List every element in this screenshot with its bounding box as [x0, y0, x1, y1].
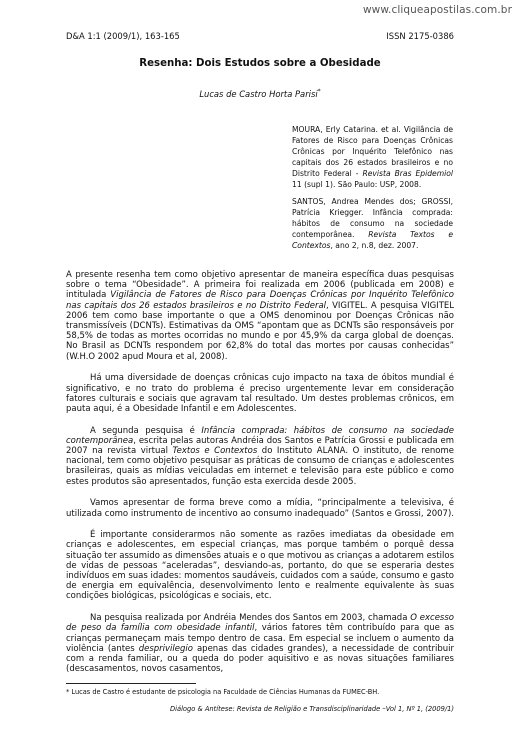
paragraph-text: , escrita pelas autoras Andréia dos Santos e Patrícia Grossi e publicada em 2007 na revista virtual — [66, 435, 454, 457]
watermark-url: www.cliqueapostilas.com.br — [362, 4, 512, 16]
footnote-divider — [66, 683, 196, 684]
paragraph-text: A segunda pesquisa é — [90, 425, 202, 436]
journal-footer: Diálogo & Antítese: Revista de Religião e Transdisciplinaridade –Vol 1, Nº 1, (2009/1) — [169, 705, 454, 713]
paragraph-text: A presente resenha tem como objetivo apresentar de maneira específica duas pesquisas sobre o tema “Obesidade”. A primeira foi realizada em 2006 (publicada em 2008) e intitulada — [66, 270, 454, 301]
italic-phrase: Vigilância de Fatores de Risco para Doenças Crônicas por Inquérito Telefônico nas capitais dos 26 estados brasileiros e no Distrito Federal — [66, 290, 455, 311]
body-paragraph — [66, 530, 454, 601]
italic-phrase: Infância comprada: hábitos de consumo na sociedade contemporânea — [66, 425, 455, 446]
reference-santos — [292, 196, 453, 251]
italic-phrase: O excesso de peso da família com obesidade infantil — [66, 613, 454, 634]
italic-phrase: desprivilegio — [138, 643, 193, 654]
paragraph-text: apenas das cidades grandes), a necessidade de contribuir com a renda familiar, ou a queda do poder aquisitivo e as novas situações familiares (descasamentos, novos casamentos, — [66, 643, 454, 675]
paragraph-text: , vários fatores têm contribuído para que as crianças permaneçam mais tempo dentro de casa. Em especial se incluem o aumento da violência (antes — [66, 623, 454, 654]
reference-text: 11 (supl 1). São Paulo: USP, 2008. — [292, 180, 422, 189]
author-footnote-marker: * — [317, 88, 321, 95]
body-paragraph — [66, 426, 454, 487]
body-paragraph — [66, 270, 454, 362]
body-paragraph — [66, 613, 454, 674]
body-paragraph — [66, 498, 454, 518]
paragraph-text: Vamos apresentar de forma breve como a mídia, “principalmente a televisiva, é utilizada como instrumento de incentivo ao consumo inadequado” (Santos e Grossi, 2007). — [66, 498, 454, 519]
reference-text: MOURA, Erly Catarina. et al. Vigilância de Fatores de Risco para Doenças Crônicas Crônicas por Inquérito Telefônico nas capitais dos 26 estados brasileiros e no Distrito Federal - — [292, 125, 453, 178]
body-paragraph — [66, 373, 454, 414]
paragraph-text: É importante considerarmos não somente as razões imediatas da obesidade em crianças e adolescentes, em especial crianças, mas porque também o porquê dessa situação ter assumido as dimensões atuais e o que motivou as crianças a adotarem estilos de vidas de pessoas “aceleradas”, desviando-as, portanto, do que se esperaria destes indivíduos em suas idades: momentos saudáveis, cuidados com a saúde, consumo e gasto de energia em equivalência, desenvolvimento lento e realmente equivalente às suas condições biológicas, psicológicas e sociais, etc. — [66, 530, 454, 602]
paragraph-text: Na pesquisa realizada por Andréia Mendes dos Santos em 2003, chamada — [90, 613, 411, 624]
paragraph-text: do Instituto ALANA. O instituto, de renome nacional, tem como objetivo pesquisar as práticas de consumo de crianças e adolescentes brasileiras, quais as mídias veiculadas em internet e televisão para este público e como estes produtos são apresentados, função esta exercida desde 2005. — [66, 446, 454, 487]
journal-citation: D&A 1:1 (2009/1), 163-165 — [66, 31, 180, 41]
author-name: Lucas de Castro Horta Parisi — [199, 88, 318, 99]
reference-moura — [292, 124, 453, 190]
paragraph-text: Há uma diversidade de doenças crônicas cujo impacto na taxa de óbitos mundial é significativo, e no trato do problema é preciso urgentemente levar em consideração fatores culturais e sociais que agravam tal resultado. Um destes problemas crônicos, em pauta aqui, é a Obesidade Infantil e em Adolescentes. — [66, 373, 454, 414]
paragraph-text: , VIGITEL. A pesquisa VIGITEL 2006 tem como base importante o que a OMS denominou por Doenças Crônicas não transmissíveis (DCNTs). Estimativas da OMS “apontam que as DCNTs são responsáveis por 58,5% de todas as mortes ocorridas no mundo e por 45,9% da carga global de doenças. No Brasil as DCNTs respondem por 62,8% do total das mortes por causas conhecidas” (W.H.O 2002 apud Moura et al, 2008). — [66, 300, 454, 362]
reference-text: , ano 2, n.8, dez. 2007. — [330, 241, 419, 250]
author-footnote: * Lucas de Castro é estudante de psicologia na Faculdade de Ciências Humanas da FUMEC-BH. — [66, 688, 380, 696]
reference-text: SANTOS, Andrea Mendes dos; GROSSI, Patrícia Kriegger. Infância comprada: hábitos de consumo na sociedade contemporânea. — [292, 197, 453, 239]
issn-label: ISSN 2175-0386 — [386, 31, 454, 41]
reference-journal: Revista Bras Epidemiol — [362, 169, 453, 178]
article-title: Resenha: Dois Estudos sobre a Obesidade — [139, 58, 381, 69]
body-text — [66, 270, 454, 686]
italic-phrase: Textos e Contextos — [172, 446, 258, 457]
reference-journal: Revista Textos e Contextos — [292, 230, 453, 250]
author-line — [0, 88, 520, 99]
